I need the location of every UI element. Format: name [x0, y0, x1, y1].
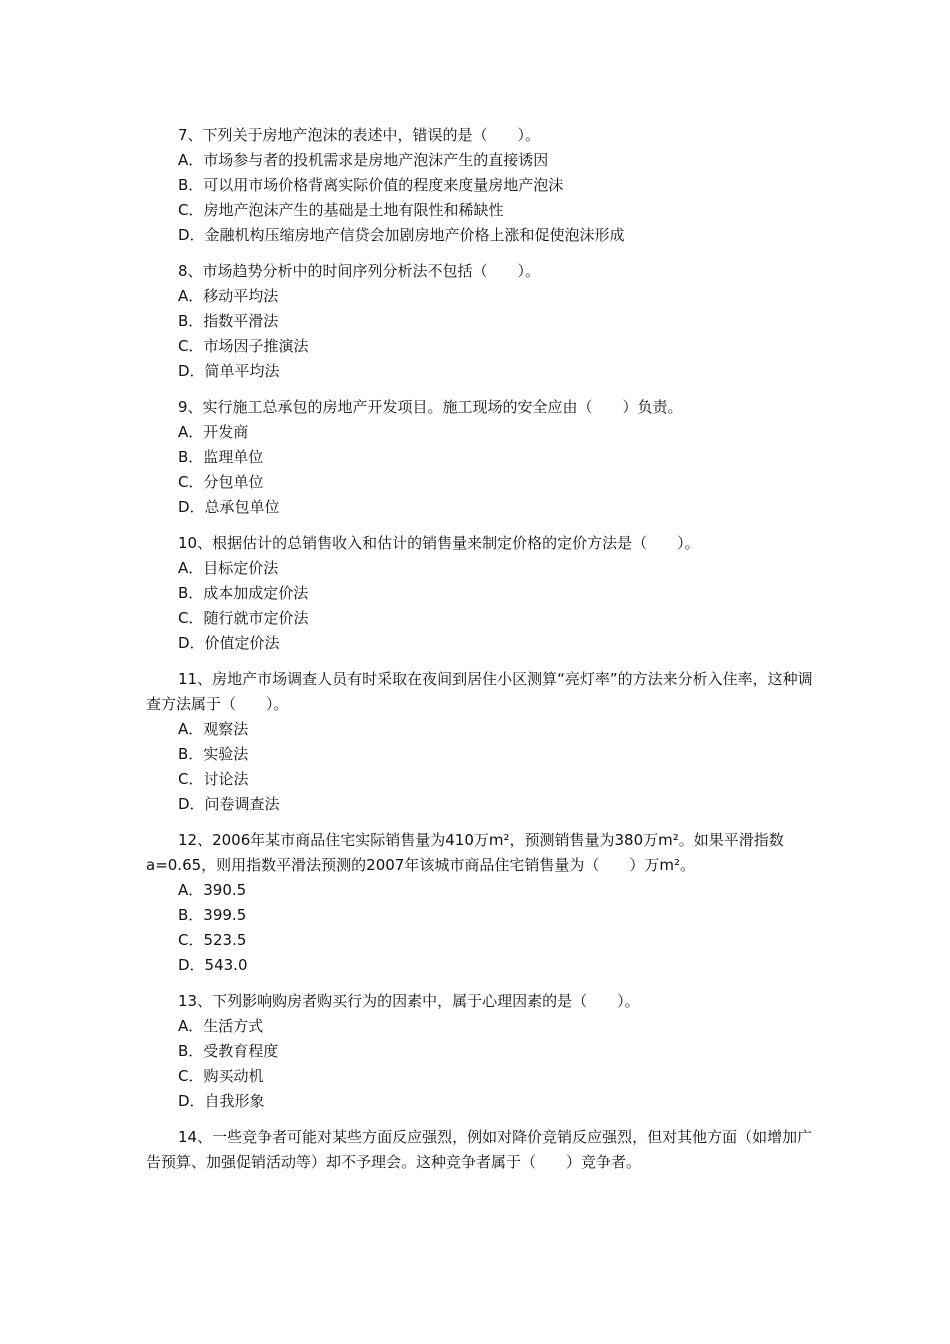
option-b: B．受教育程度	[178, 1042, 279, 1060]
option-d: D．价值定价法	[178, 634, 280, 652]
question-text: 11、房地产市场调查人员有时采取在夜间到居住小区测算“亮灯率”的方法来分析入住率，这种调查方法属于（ ）。	[146, 670, 813, 713]
question-text: 9、实行施工总承包的房地产开发项目。施工现场的安全应由（ ）负责。	[178, 398, 683, 416]
option-d: D．自我形象	[178, 1092, 265, 1110]
question-text: 12、2006年某市商品住宅实际销售量为410万m²，预测销售量为380万m²。如果平滑指数a=0.65，则用指数平滑法预测的2007年该城市商品住宅销售量为（ ）万m²。	[146, 831, 784, 874]
option-d: D．简单平均法	[178, 362, 280, 380]
question-text: 13、下列影响购房者购买行为的因素中，属于心理因素的是（ ）。	[178, 992, 640, 1010]
option-a: A．观察法	[178, 720, 249, 738]
option-c: C．市场因子推演法	[178, 337, 309, 355]
question-text: 10、根据估计的总销售收入和估计的销售量来制定价格的定价方法是（ ）。	[178, 534, 700, 552]
option-c: C．讨论法	[178, 770, 249, 788]
question-8	[146, 259, 814, 384]
option-a: A．目标定价法	[178, 559, 279, 577]
question-12	[146, 828, 814, 978]
question-text: 14、一些竞争者可能对某些方面反应强烈，例如对降价竞销反应强烈，但对其他方面（如增加广告预算、加强促销活动等）却不予理会。这种竞争者属于（ ）竞争者。	[146, 1128, 813, 1171]
option-b: B．指数平滑法	[178, 312, 279, 330]
option-list	[146, 284, 814, 384]
question-13	[146, 989, 814, 1114]
option-a: A．生活方式	[178, 1017, 264, 1035]
option-list	[146, 148, 814, 248]
option-b: B．399.5	[178, 906, 247, 924]
option-list	[146, 420, 814, 520]
option-c: C．随行就市定价法	[178, 609, 309, 627]
option-b: B．成本加成定价法	[178, 584, 309, 602]
option-c: C．523.5	[178, 931, 247, 949]
option-a: A．开发商	[178, 423, 249, 441]
option-d: D．总承包单位	[178, 498, 280, 516]
question-11	[146, 667, 814, 817]
question-14	[146, 1125, 814, 1175]
question-7	[146, 123, 814, 248]
option-b: B．监理单位	[178, 448, 264, 466]
option-c: C．购买动机	[178, 1067, 264, 1085]
option-list	[146, 717, 814, 817]
option-list	[146, 556, 814, 656]
option-a: A．移动平均法	[178, 287, 279, 305]
option-a: A．市场参与者的投机需求是房地产泡沫产生的直接诱因	[178, 151, 549, 169]
option-a: A．390.5	[178, 881, 247, 899]
question-text: 8、市场趋势分析中的时间序列分析法不包括（ ）。	[178, 262, 541, 280]
option-c: C．分包单位	[178, 473, 264, 491]
option-b: B．实验法	[178, 745, 249, 763]
option-d: D．金融机构压缩房地产信贷会加剧房地产价格上涨和促使泡沫形成	[178, 226, 625, 244]
question-10	[146, 531, 814, 656]
option-d: D．问卷调查法	[178, 795, 280, 813]
question-text: 7、下列关于房地产泡沫的表述中，错误的是（ ）。	[178, 126, 541, 144]
question-9	[146, 395, 814, 520]
option-c: C．房地产泡沫产生的基础是土地有限性和稀缺性	[178, 201, 504, 219]
option-list	[146, 878, 814, 978]
option-d: D．543.0	[178, 956, 248, 974]
document-page	[146, 123, 814, 1186]
option-b: B．可以用市场价格背离实际价值的程度来度量房地产泡沫	[178, 176, 564, 194]
option-list	[146, 1014, 814, 1114]
